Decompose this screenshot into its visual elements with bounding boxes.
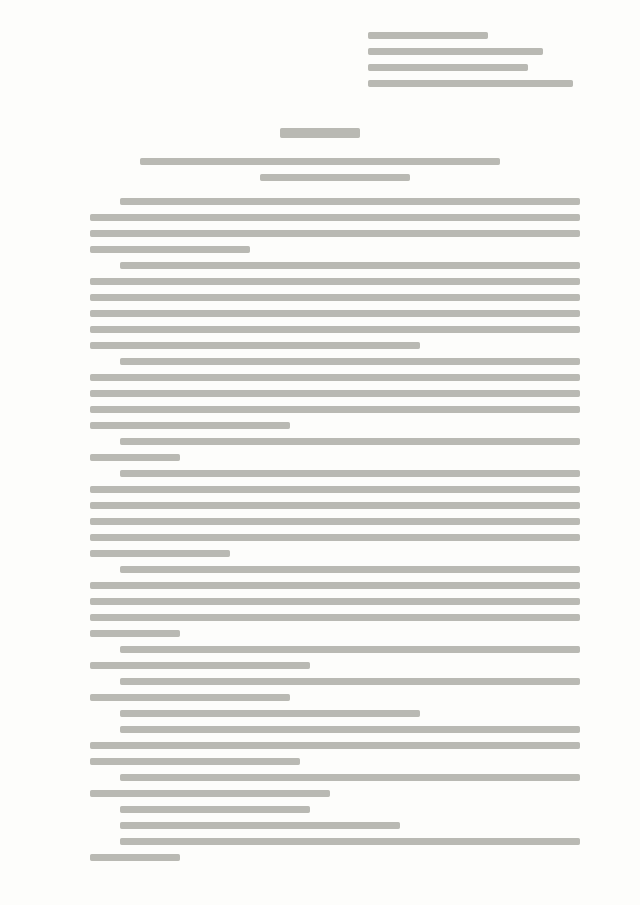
approval-block [368, 28, 578, 108]
page-subtitle [140, 158, 500, 165]
page-subtitle [260, 174, 410, 181]
document-body [90, 198, 580, 868]
page-title [280, 128, 360, 138]
